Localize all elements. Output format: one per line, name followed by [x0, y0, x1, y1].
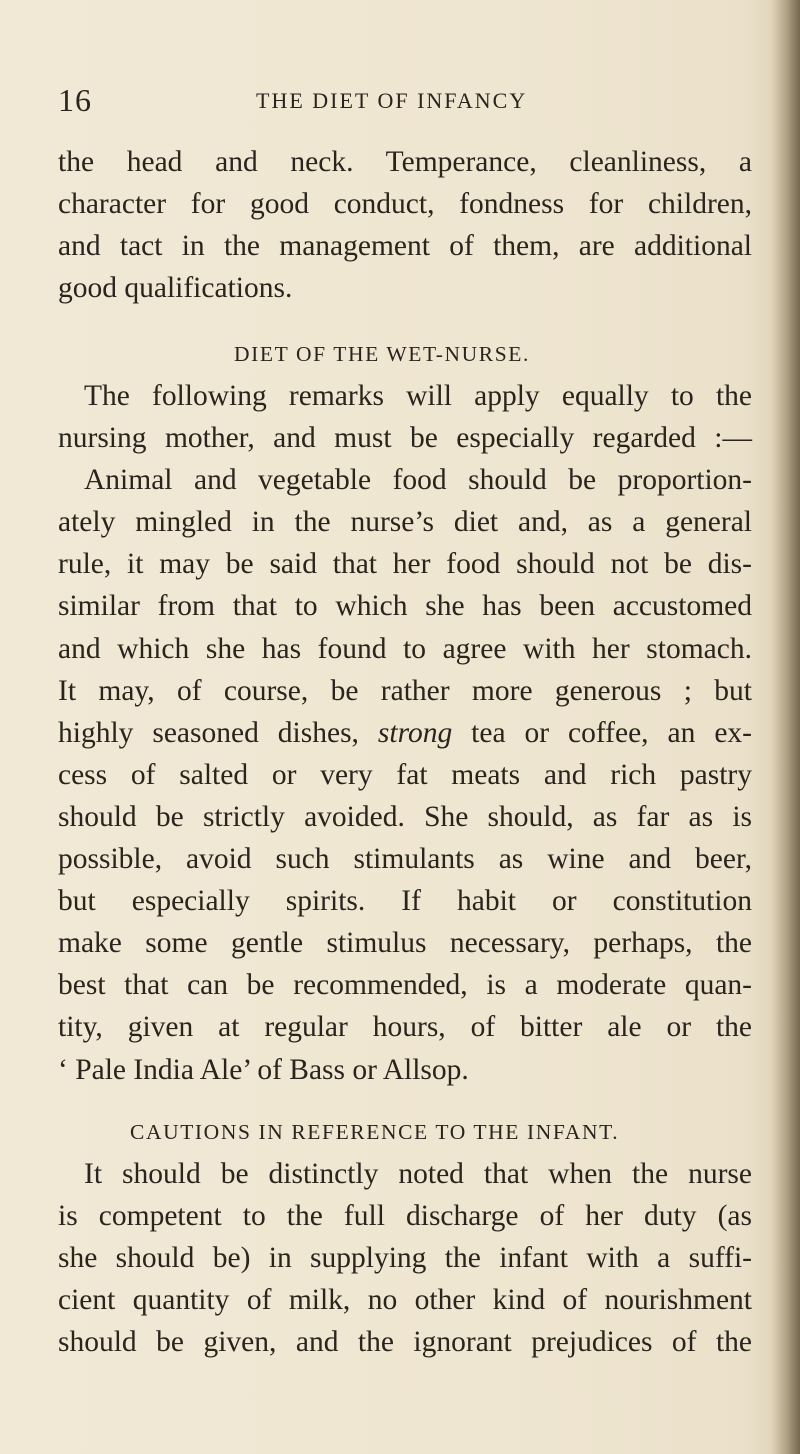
text-line: It should be distinctly noted that when the nurse [84, 1158, 752, 1190]
text-segment: highly seasoned dishes, [58, 716, 378, 749]
text-line-with-italic [58, 712, 752, 754]
text-line: cient quantity of milk, no other kind of nourishment [58, 1284, 752, 1317]
text-line: similar from that to which she has been accustomed [58, 590, 752, 623]
text-line: character for good conduct, fondness for children, [58, 188, 752, 221]
text-line: and tact in the management of them, are additional [58, 230, 752, 263]
section-body-cautions [58, 1153, 752, 1363]
section-heading-text: DIET OF THE WET-NURSE. [234, 342, 530, 366]
text-line: is competent to the full discharge of her duty (as [58, 1200, 752, 1233]
text-line: tity, given at regular hours, of bitter ale or the [58, 1011, 752, 1044]
text-line: The following remarks will apply equally to the [84, 380, 752, 412]
text-line: should be given, and the ignorant prejudices of the [58, 1326, 752, 1359]
text-line: It may, of course, be rather more generous ; but [58, 674, 752, 707]
text-line: ‘ Pale India Ale’ of Bass or Allsop. [58, 1053, 469, 1086]
section-heading-text: CAUTIONS IN REFERENCE TO THE INFANT. [130, 1120, 620, 1144]
italic-word: strong [377, 716, 453, 749]
page-header [0, 82, 800, 122]
text-line: but especially spirits. If habit or constitution [58, 885, 752, 918]
text-line: Animal and vegetable food should be proportion- [84, 464, 752, 497]
text-line: ately mingled in the nurse’s diet and, as a general [58, 506, 752, 539]
text-segment: tea or coffee, an ex- [452, 716, 752, 749]
text-line: she should be) in supplying the infant with a suffi- [58, 1242, 752, 1275]
text-line: nursing mother, and must be especially regarded :— [58, 422, 752, 455]
running-title: THE DIET OF INFANCY [256, 88, 528, 113]
text-line: rule, it may be said that her food should not be dis- [58, 548, 752, 581]
text-line: cess of salted or very fat meats and rich pastry [58, 758, 752, 791]
text-line: and which she has found to agree with her stomach. [58, 632, 752, 665]
paragraph-continuation [58, 141, 752, 309]
text-line: good qualifications. [58, 272, 293, 305]
text-line: should be strictly avoided. She should, as far as is [58, 800, 752, 833]
page-number: 16 [58, 82, 92, 118]
text-line: best that can be recommended, is a moderate quan- [58, 969, 752, 1002]
section-body-diet [58, 375, 752, 1091]
text-line: possible, avoid such stimulants as wine and beer, [58, 843, 752, 876]
text-line: make some gentle stimulus necessary, perhaps, the [58, 927, 752, 960]
text-line: the head and neck. Temperance, cleanliness, a [58, 146, 752, 178]
page-edge-shadow [770, 0, 800, 1454]
